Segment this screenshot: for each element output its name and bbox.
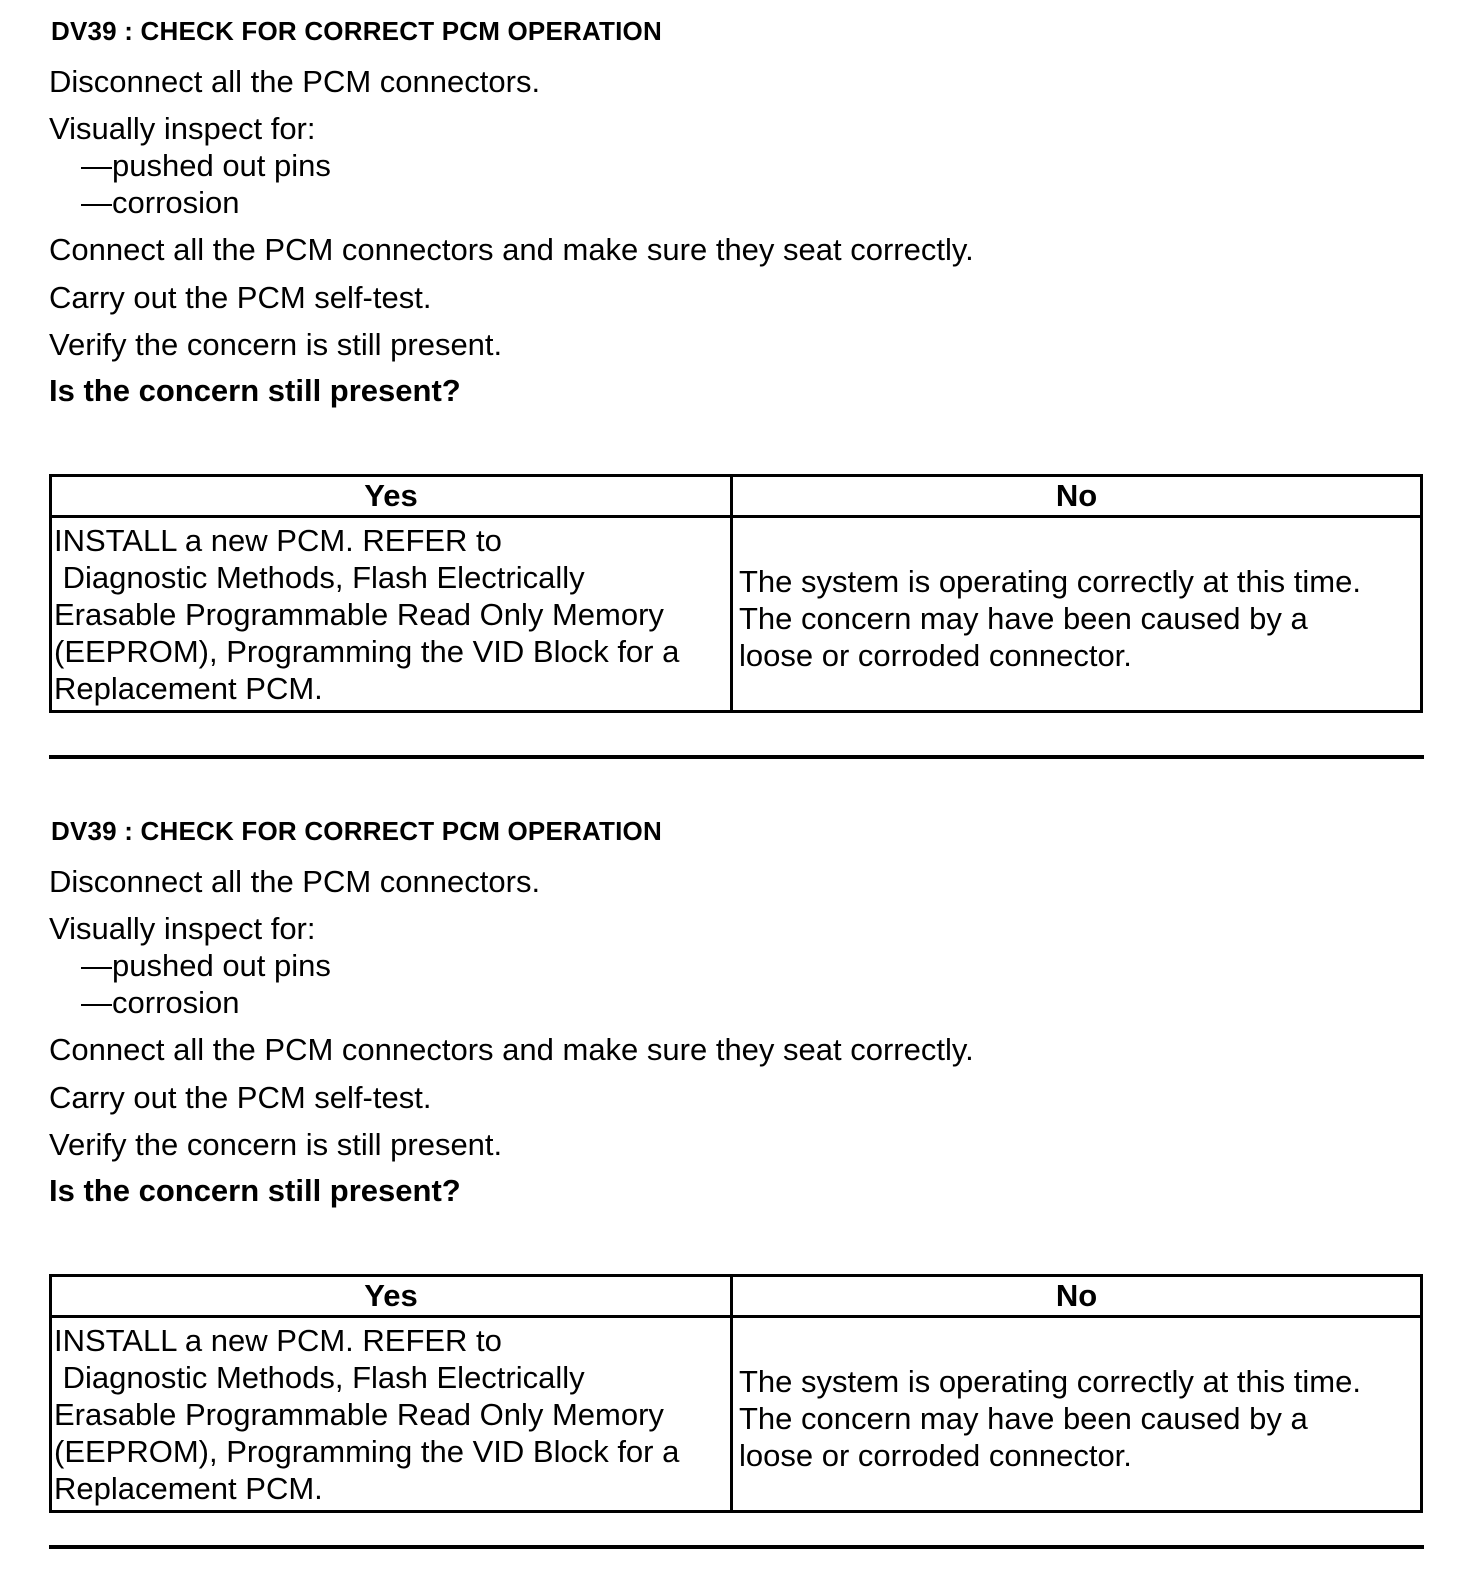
no-line: The system is operating correctly at this time. [739,563,1361,599]
no-line: The concern may have been caused by a [739,600,1308,636]
step-selftest: Carry out the PCM self-test. [49,1080,432,1115]
step-disconnect: Disconnect all the PCM connectors. [49,64,541,99]
step-selftest: Carry out the PCM self-test. [49,280,432,315]
yes-line: INSTALL a new PCM. REFER to [54,1322,502,1358]
step-verify: Verify the concern is still present. [49,1127,503,1162]
yes-line: Erasable Programmable Read Only Memory [54,596,664,632]
yes-no-table [49,1274,1423,1513]
yes-action-cell [51,517,732,712]
no-line: loose or corroded connector. [739,1437,1132,1473]
yes-line: Diagnostic Methods, Flash Electrically [54,559,585,595]
no-action-cell [732,1317,1422,1512]
yes-line: Erasable Programmable Read Only Memory [54,1396,664,1432]
step-inspect: Visually inspect for: [49,111,316,146]
no-header: No [732,1276,1422,1317]
no-action-cell [732,517,1422,712]
inspect-item-corrosion: —corrosion [81,985,240,1020]
step-question: Is the concern still present? [49,373,461,408]
step-heading: DV39 : CHECK FOR CORRECT PCM OPERATION [51,816,662,846]
yes-line: (EEPROM), Programming the VID Block for a [54,1433,680,1469]
step-verify: Verify the concern is still present. [49,327,503,362]
inspect-item-corrosion: —corrosion [81,185,240,220]
no-line: loose or corroded connector. [739,637,1132,673]
yes-header: Yes [51,476,732,517]
no-line: The system is operating correctly at this time. [739,1363,1361,1399]
step-disconnect: Disconnect all the PCM connectors. [49,864,541,899]
inspect-item-pins: —pushed out pins [81,148,331,183]
step-heading: DV39 : CHECK FOR CORRECT PCM OPERATION [51,16,662,46]
step-connect: Connect all the PCM connectors and make sure they seat correctly. [49,1032,974,1067]
section-divider [49,1545,1424,1549]
yes-line: Replacement PCM. [54,1470,323,1506]
yes-line: Replacement PCM. [54,670,323,706]
yes-no-table [49,474,1423,713]
yes-line: INSTALL a new PCM. REFER to [54,522,502,558]
no-line: The concern may have been caused by a [739,1400,1308,1436]
step-inspect: Visually inspect for: [49,911,316,946]
inspect-item-pins: —pushed out pins [81,948,331,983]
no-header: No [732,476,1422,517]
yes-action-cell [51,1317,732,1512]
yes-line: Diagnostic Methods, Flash Electrically [54,1359,585,1395]
section-divider [49,755,1424,759]
yes-line: (EEPROM), Programming the VID Block for a [54,633,680,669]
yes-header: Yes [51,1276,732,1317]
step-question: Is the concern still present? [49,1173,461,1208]
step-connect: Connect all the PCM connectors and make sure they seat correctly. [49,232,974,267]
